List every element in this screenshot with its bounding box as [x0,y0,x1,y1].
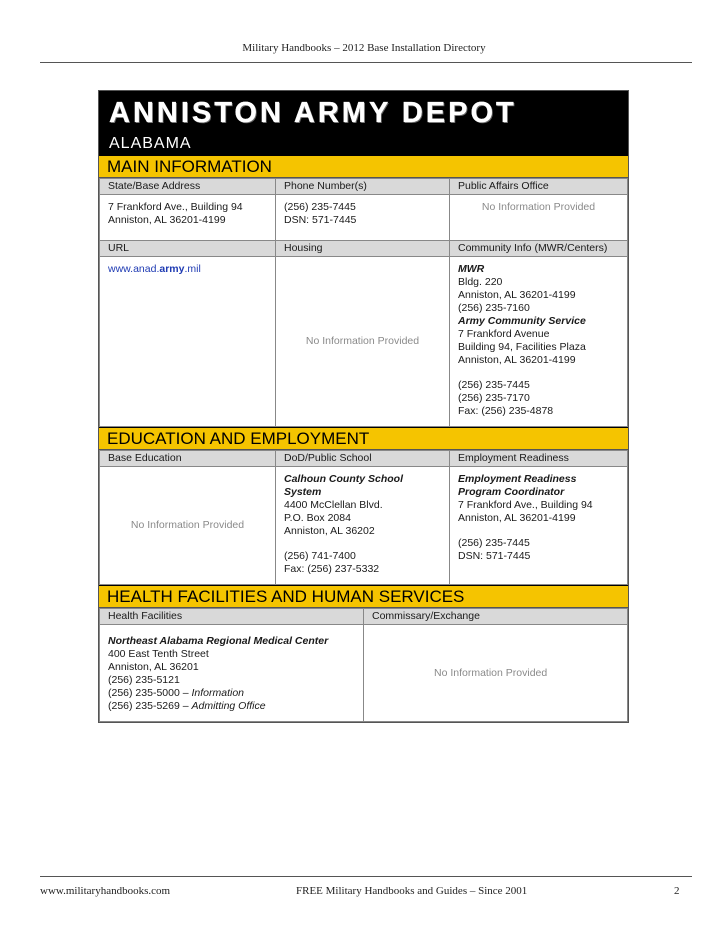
running-header: Military Handbooks – 2012 Base Installation Directory [242,42,486,54]
facility-info-line: (256) 235-5000 – Information [108,687,245,699]
col-header-housing: Housing [276,241,450,257]
school-line: Anniston, AL 36202 [284,525,375,537]
col-header-public-school: DoD/Public School [276,451,450,467]
facility-line: 400 East Tenth Street [108,648,209,660]
installation-sheet [98,90,629,723]
employment-phone: (256) 235-7445 [458,537,530,549]
installation-url-link[interactable]: www.anad.army.mil [108,263,201,275]
col-header-url: URL [100,241,276,257]
employment-title: Program Coordinator [458,486,565,498]
school-line: P.O. Box 2084 [284,512,351,524]
mwr-line: Anniston, AL 36201-4199 [458,289,576,301]
commissary-value: No Information Provided [364,625,628,722]
acs-line: Anniston, AL 36201-4199 [458,354,576,366]
address-line: Anniston, AL 36201-4199 [108,214,226,226]
contact-line: (256) 235-7445 [458,379,530,391]
base-education-value: No Information Provided [100,467,276,585]
public-affairs-value: No Information Provided [450,195,628,241]
employment-title: Employment Readiness [458,473,577,485]
title-block [99,91,628,156]
col-header-health: Health Facilities [100,609,364,625]
employment-phone: DSN: 571-7445 [458,550,531,562]
school-phone: (256) 741-7400 [284,550,356,562]
facility-line: (256) 235-5121 [108,674,180,686]
school-title: Calhoun County School System [284,473,403,498]
school-phone: Fax: (256) 237-5332 [284,563,380,575]
employment-line: Anniston, AL 36201-4199 [458,512,576,524]
contact-line: Fax: (256) 235-4878 [458,405,554,417]
address-line: 7 Frankford Ave., Building 94 [108,201,243,213]
col-header-employment: Employment Readiness [450,451,628,467]
col-header-base-education: Base Education [100,451,276,467]
school-line: 4400 McClellan Blvd. [284,499,383,511]
acs-title: Army Community Service [458,315,586,327]
col-header-community: Community Info (MWR/Centers) [450,241,628,257]
mwr-line: (256) 235-7160 [458,302,530,314]
employment-line: 7 Frankford Ave., Building 94 [458,499,593,511]
col-header-address: State/Base Address [100,179,276,195]
state-name: ALABAMA [109,135,192,152]
footer-rule [40,876,692,877]
acs-line: 7 Frankford Avenue [458,328,550,340]
contact-line: (256) 235-7170 [458,392,530,404]
education-table [99,450,628,585]
header-rule [40,62,692,63]
col-header-public-affairs: Public Affairs Office [450,179,628,195]
section-main-information: MAIN INFORMATION [99,156,628,178]
phone-line: DSN: 571-7445 [284,214,357,226]
page-number: 2 [674,885,680,897]
facility-admit-line: (256) 235-5269 – Admitting Office [108,700,266,712]
col-header-phone: Phone Number(s) [276,179,450,195]
main-info-table [99,178,628,427]
section-education-employment: EDUCATION AND EMPLOYMENT [99,427,628,450]
mwr-line: Bldg. 220 [458,276,503,288]
facility-line: Anniston, AL 36201 [108,661,199,673]
acs-line: Building 94, Facilities Plaza [458,341,586,353]
footer-url: www.militaryhandbooks.com [40,885,171,897]
phone-line: (256) 235-7445 [284,201,356,213]
health-table [99,608,628,722]
footer-tagline: FREE Military Handbooks and Guides – Since 2001 [296,885,528,897]
mwr-title: MWR [458,263,485,275]
col-header-commissary: Commissary/Exchange [364,609,628,625]
installation-name: ANNISTON ARMY DEPOT [109,97,517,129]
housing-value: No Information Provided [276,257,450,427]
section-health-facilities: HEALTH FACILITIES AND HUMAN SERVICES [99,585,628,608]
facility-title: Northeast Alabama Regional Medical Center [108,635,329,647]
